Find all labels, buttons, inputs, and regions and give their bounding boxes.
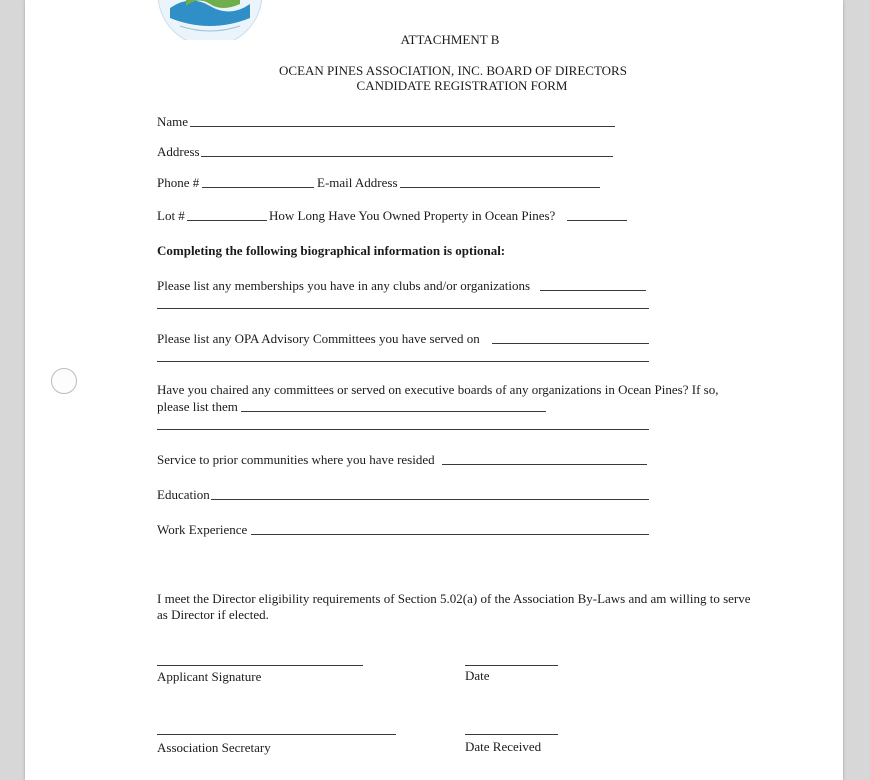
date-received-line[interactable] — [465, 734, 558, 735]
address-label: Address — [157, 144, 200, 159]
org-heading: OCEAN PINES ASSOCIATION, INC. BOARD OF DIRECTORS — [279, 63, 627, 78]
committees-line[interactable] — [492, 343, 649, 344]
chaired-line[interactable] — [241, 411, 546, 412]
address-line[interactable] — [201, 156, 613, 157]
secretary-label: Association Secretary — [157, 740, 271, 755]
optional-heading: Completing the following biographical information is optional: — [157, 243, 506, 258]
memberships-line[interactable] — [540, 290, 646, 291]
committees-line-2[interactable] — [157, 361, 649, 362]
memberships-label: Please list any memberships you have in any clubs and/or organizations — [157, 278, 531, 293]
memberships-line-2[interactable] — [157, 308, 649, 309]
date-line[interactable] — [465, 665, 558, 666]
education-line[interactable] — [211, 499, 649, 500]
attachment-label: ATTACHMENT B — [400, 32, 500, 47]
chaired-label-line1: Have you chaired any committees or served on executive boards of any organizations in Ocean Pines? If so, — [157, 382, 719, 397]
education-label: Education — [157, 487, 210, 502]
date-received-label: Date Received — [465, 739, 542, 754]
chaired-label-line2: please list them — [157, 399, 238, 414]
date-label: Date — [465, 668, 490, 683]
email-label: E-mail Address — [317, 175, 398, 190]
service-label: Service to prior communities where you have resided — [157, 452, 435, 467]
ownership-line[interactable] — [567, 220, 627, 221]
secretary-signature-line[interactable] — [157, 734, 396, 735]
ownership-label: How Long Have You Owned Property in Ocean Pines? — [269, 208, 556, 223]
punch-hole — [51, 368, 77, 394]
phone-label: Phone # — [157, 175, 200, 190]
applicant-signature-line[interactable] — [157, 665, 363, 666]
chaired-line-2[interactable] — [157, 429, 649, 430]
work-experience-line[interactable] — [251, 534, 649, 535]
email-line[interactable] — [400, 187, 600, 188]
service-line[interactable] — [442, 464, 647, 465]
name-line[interactable] — [190, 126, 615, 127]
committees-label: Please list any OPA Advisory Committees you have served on — [157, 331, 480, 346]
phone-line[interactable] — [202, 187, 314, 188]
form-page — [25, 0, 843, 780]
form-title: CANDIDATE REGISTRATION FORM — [356, 78, 568, 93]
name-label: Name — [157, 114, 189, 129]
work-experience-label: Work Experience — [157, 522, 248, 537]
lot-label: Lot # — [157, 208, 185, 223]
applicant-signature-label: Applicant Signature — [157, 669, 262, 684]
lot-line[interactable] — [187, 220, 267, 221]
eligibility-statement: I meet the Director eligibility requirements of Section 5.02(a) of the Association By-Laws and am willing to serve as Director if elected. — [157, 591, 751, 622]
